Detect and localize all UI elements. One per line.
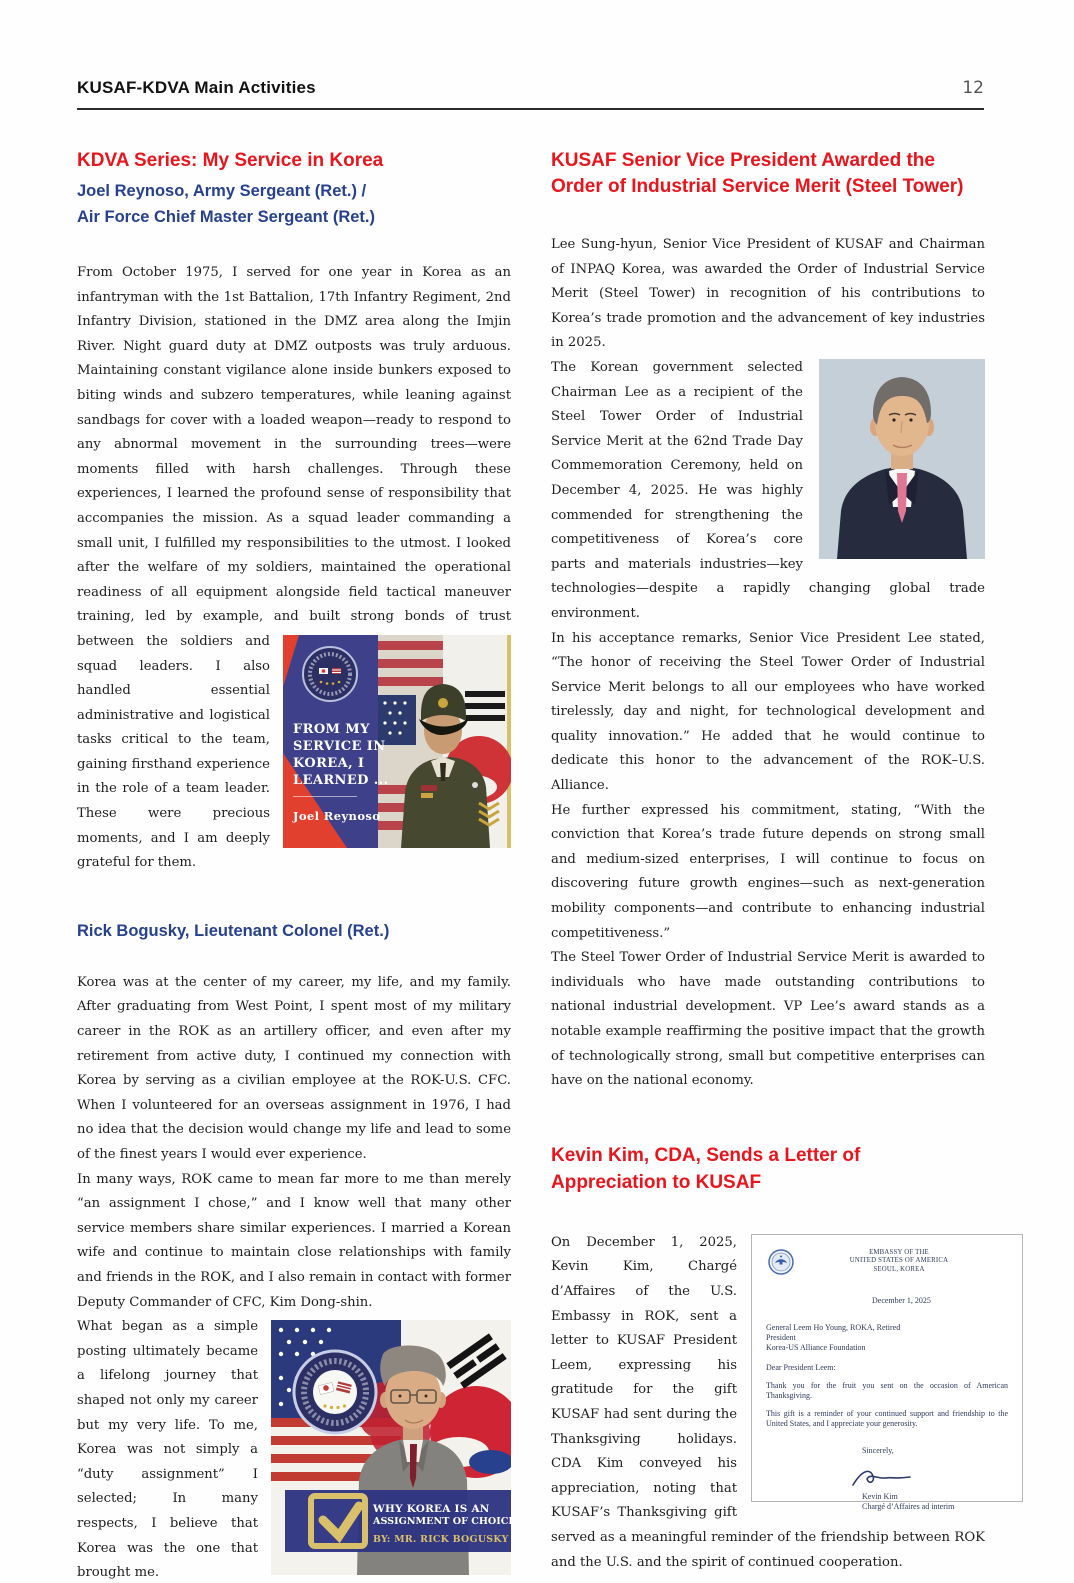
left-column xyxy=(77,140,526,1583)
appreciation-letter-image xyxy=(751,1234,1023,1511)
letter-header xyxy=(766,1249,1008,1277)
kdva-badge-icon xyxy=(294,1351,376,1433)
letter-signer-title: Chargé d’Affaires ad interim xyxy=(862,1501,955,1511)
banner-headline: WHY KOREA IS AN xyxy=(373,1503,490,1516)
letter-date: December 1, 2025 xyxy=(872,1295,931,1305)
article-body-award-3: In his acceptance remarks, Senior Vice President Lee stated, “The honor of receiving the Steel Tower Order of Industrial Service Merit belongs to all our employees who have worked tirelessly, day and night, for technological development and quality innovation.” He added that he would continue to dedicate this honor to the advancement of the ROK–U.S. Alliance. xyxy=(551,630,985,794)
article-body-rick-2: In many ways, ROK came to mean far more to me than merely “an assignment I chose,” and I know well that many other service members share similar experiences. I married a Korean wife and continue to maintain close relationships with family and friends in the ROK, and I also remain in contact with former Deputy Commander of CFC, Kim Dong-shin. xyxy=(77,1171,511,1310)
section-title: KUSAF-KDVA Main Activities xyxy=(77,78,316,97)
article-subtitle xyxy=(77,178,511,230)
article-body-award-2 xyxy=(551,356,985,627)
article-body-award-4: He further expressed his commitment, stating, “With the conviction that Korea’s trade future depends on strong small and medium-sized enterprises, I will continue to focus on discovering future growth engines—such as next-generation mobility components—and contribute to enhancing industrial competitiveness.” xyxy=(551,802,985,941)
kdva-badge-icon xyxy=(303,647,357,701)
article-body-joel xyxy=(77,261,511,876)
article-title-kevin-kim-letter: Kevin Kim, CDA, Sends a Letter of Appreciation to KUSAF xyxy=(551,1144,861,1193)
letter-letterhead: EMBASSY OF THE UNITED STATES OF AMERICA SEOUL, KOREA xyxy=(849,1248,949,1273)
us-embassy-seal-icon xyxy=(768,1249,794,1275)
body-text: The Korean government selected Chairman Lee as a recipient of the Steel Tower Order of Industrial Service Merit at the 62nd Trade Day Commemoration Ceremony, held on December 4, 2025. He was highly commended for strengthening the competitiveness of Korea’s core parts and materials industries—key technologies—despite a rapidly changing global trade environment. xyxy=(551,359,985,621)
lee-portrait-illustration xyxy=(819,359,985,559)
letter-closing: Sincerely, xyxy=(862,1446,894,1456)
subtitle-line: Joel Reynoso, Army Sergeant (Ret.) / xyxy=(77,182,367,200)
body-text: What began as a simple posting ultimately became a lifelong journey that shaped not only my career but my very life. To me, Korea was not simply a “duty assignment” I selected; In many respects, I believe that Korea was the one that brought me. xyxy=(77,1319,258,1581)
body-text: On December 1, 2025, Kevin Kim, Chargé d’Affaires of the U.S. Embassy in ROK, sent a letter to KUSAF President Leem, expressing his gratitude for the gift KUSAF had sent during the Thanksgiving holidays. CDA Kim conveyed his appreciation, noting that KUSAF’s Thanksgiving gift served as a meaningful reminder of the friendship between ROK and the U.S. and the spirit of continued cooperation. xyxy=(551,1234,985,1570)
content-columns xyxy=(77,140,1008,1583)
letter-salutation: Dear President Leem: xyxy=(766,1363,836,1373)
banner-headline: ASSIGNMENT OF CHOICE... xyxy=(373,1516,526,1528)
letter-recipient: President xyxy=(766,1333,796,1343)
banner-byline: BY: MR. RICK BOGUSKY xyxy=(373,1534,509,1546)
divider xyxy=(293,796,357,797)
letter-recipient: General Leem Ho Young, ROKA, Retired xyxy=(766,1323,901,1333)
article-body-rick-1: Korea was at the center of my career, my life, and my family. After graduating from West Point, I spent most of my military career in the ROK as an artillery officer, and even after my retirement from active duty, I continued my connection with Korea by serving as a civilian employee at the ROK-U.S. CFC. When I volunteered for an overseas assignment in 1976, I had no idea that the decision would change my life and lead to some of the finest years I would ever experience. xyxy=(77,974,511,1162)
body-text: From October 1975, I served for one year in Korea as an infantryman with the 1st Battalion, 17th Infantry Regiment, 2nd Infantry Division, stationed in the DMZ area along the Imjin River. Night guard duty at DMZ outposts was truly arduous. Maintaining constant vigilance alone inside bunkers exposed to biting winds and subzero temperatures, while leaning against sandbags for cover with a loaded weapon—ready to respond to any abnormal movement in the surrounding trees—were moments filled with harsh challenges. Through these experiences, I learned the profound sense of responsibility that accompanies the mission. As a squad leader commanding a small unit, I fulfilled my responsibilities to the utmost. I looked after the welfare of my soldiers, maintained the operational readiness of all equipment alongside field tactical maneuver training, led by example, and built strong bonds of xyxy=(77,265,511,625)
page-header xyxy=(77,78,984,110)
article-title-kdva-series: KDVA Series: My Service in Korea xyxy=(77,150,384,171)
letter-body: This gift is a reminder of your continued support and friendship to the United States, and I appreciate your generosity. xyxy=(766,1409,1008,1429)
article-body-letter xyxy=(551,1231,1008,1575)
article-body-award-5: The Steel Tower Order of Industrial Service Merit is awarded to individuals who have made outstanding contributions to national industrial development. VP Lee’s award stands as a notable example reaffirming the positive impact that the growth of technologically strong, small but competitive enterprises can have on the national economy. xyxy=(551,950,985,1089)
article-heading-rick-bogusky: Rick Bogusky, Lieutenant Colonel (Ret.) xyxy=(77,921,390,940)
letter-signer-name: Kevin Kim xyxy=(862,1491,898,1501)
article-title-kusaf-award: KUSAF Senior Vice President Awarded the Order of Industrial Service Merit (Steel Tower) xyxy=(551,150,964,197)
signature-icon xyxy=(850,1466,914,1490)
letter-recipient: Korea-US Alliance Foundation xyxy=(766,1343,866,1353)
photo-card-headline: FROM MY SERVICE IN KOREA, I LEARNED ... xyxy=(293,721,389,788)
rick-bogusky-photo-card xyxy=(271,1320,526,1575)
right-column xyxy=(551,140,1008,1583)
body-text: trust between the soldiers and squad leaders. I also handled essential administrative and logistical tasks critical to the team, gaining firsthand experience in the role of a team leader. These were precious moments, and I am deeply grateful for them. xyxy=(77,609,511,871)
article-body-rick-3 xyxy=(77,1315,526,1583)
photo-card-byline: Joel Reynoso xyxy=(293,808,381,823)
page-number: 12 xyxy=(962,78,984,98)
subtitle-line: Air Force Chief Master Sergeant (Ret.) xyxy=(77,208,375,226)
article-body-award-1: Lee Sung-hyun, Senior Vice President of KUSAF and Chairman of INPAQ Korea, was awarded the Order of Industrial Service Merit (Steel Tower) in recognition of his contributions to Korea’s trade promotion and the advancement of key industries in 2025. xyxy=(551,237,985,351)
joel-reynoso-photo-card xyxy=(283,635,511,848)
lee-sung-hyun-portrait xyxy=(819,359,985,559)
letter-body: Thank you for the fruit you sent on the occasion of American Thanksgiving. xyxy=(766,1381,1008,1401)
